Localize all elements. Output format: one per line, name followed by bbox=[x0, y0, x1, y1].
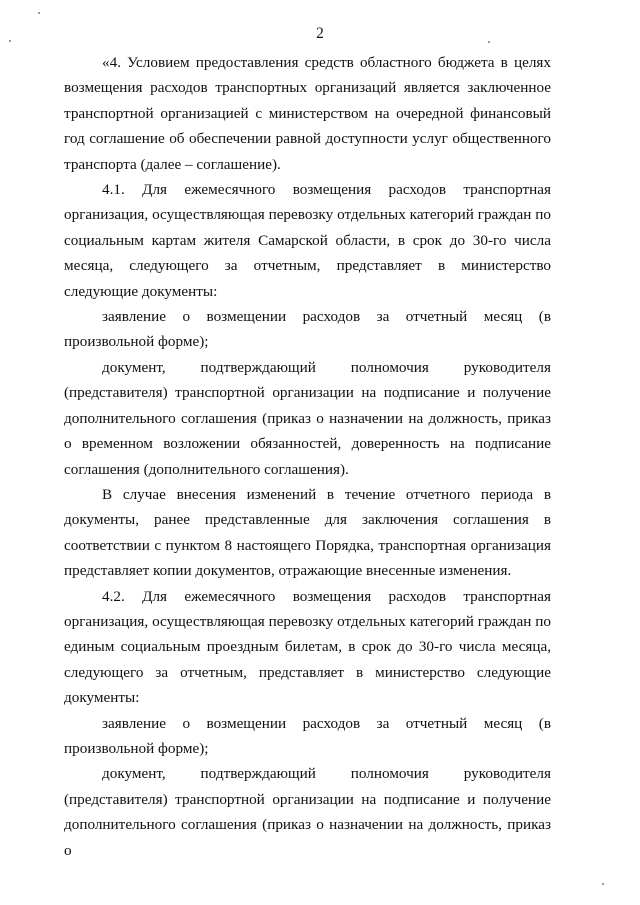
scan-speck bbox=[38, 12, 40, 14]
list-item-application: заявление о возмещении расходов за отчетный месяц (в произвольной форме); bbox=[64, 308, 551, 351]
paragraph-changes: В случае внесения изменений в течение отчетного периода в документы, ранее представленные для заключения соглашения в соответствии с пунктом 8 настоящего Порядка, транспортная организация представляет копии документов, отражающие внесенные изменения. bbox=[64, 485, 551, 580]
scan-speck bbox=[602, 883, 604, 885]
page-number: 2 bbox=[316, 25, 324, 42]
paragraph-4: «4. Условием предоставления средств областного бюджета в целях возмещения расходов транспортных организаций является заключенное транспортной организацией с министерством на очередной финансовый год соглашение об обеспечении равной доступности услуг общественного транспорта (далее – соглашение). bbox=[64, 54, 551, 173]
document-body bbox=[64, 50, 551, 863]
paragraph-4-1: 4.1. Для ежемесячного возмещения расходов транспортная организация, осуществляющая перевозку отдельных категорий граждан по социальным картам жителя Самарской области, в срок до 30-го числа месяца, следующего за отчетным, представляет в министерство следующие документы: bbox=[64, 181, 551, 300]
list-item-authority-document: документ, подтверждающий полномочия руководителя (представителя) транспортной организации на подписание и получение дополнительного соглашения (приказ о назначении на должность, приказ о bbox=[64, 765, 551, 859]
list-item-application: заявление о возмещении расходов за отчетный месяц (в произвольной форме); bbox=[64, 714, 551, 757]
paragraph-4-2: 4.2. Для ежемесячного возмещения расходов транспортная организация, осуществляющая перевозку отдельных категорий граждан по единым социальным проездным билетам, в срок до 30-го числа месяца, следующего за отчетным, представляет в министерство следующие документы: bbox=[64, 587, 551, 707]
list-item-authority-document: документ, подтверждающий полномочия руководителя (представителя) транспортной организации на подписание и получение дополнительного соглашения (приказ о назначении на должность, приказ о временном возложении обязанностей, доверенность на подписание соглашения (дополнительного соглашения). bbox=[64, 358, 551, 478]
